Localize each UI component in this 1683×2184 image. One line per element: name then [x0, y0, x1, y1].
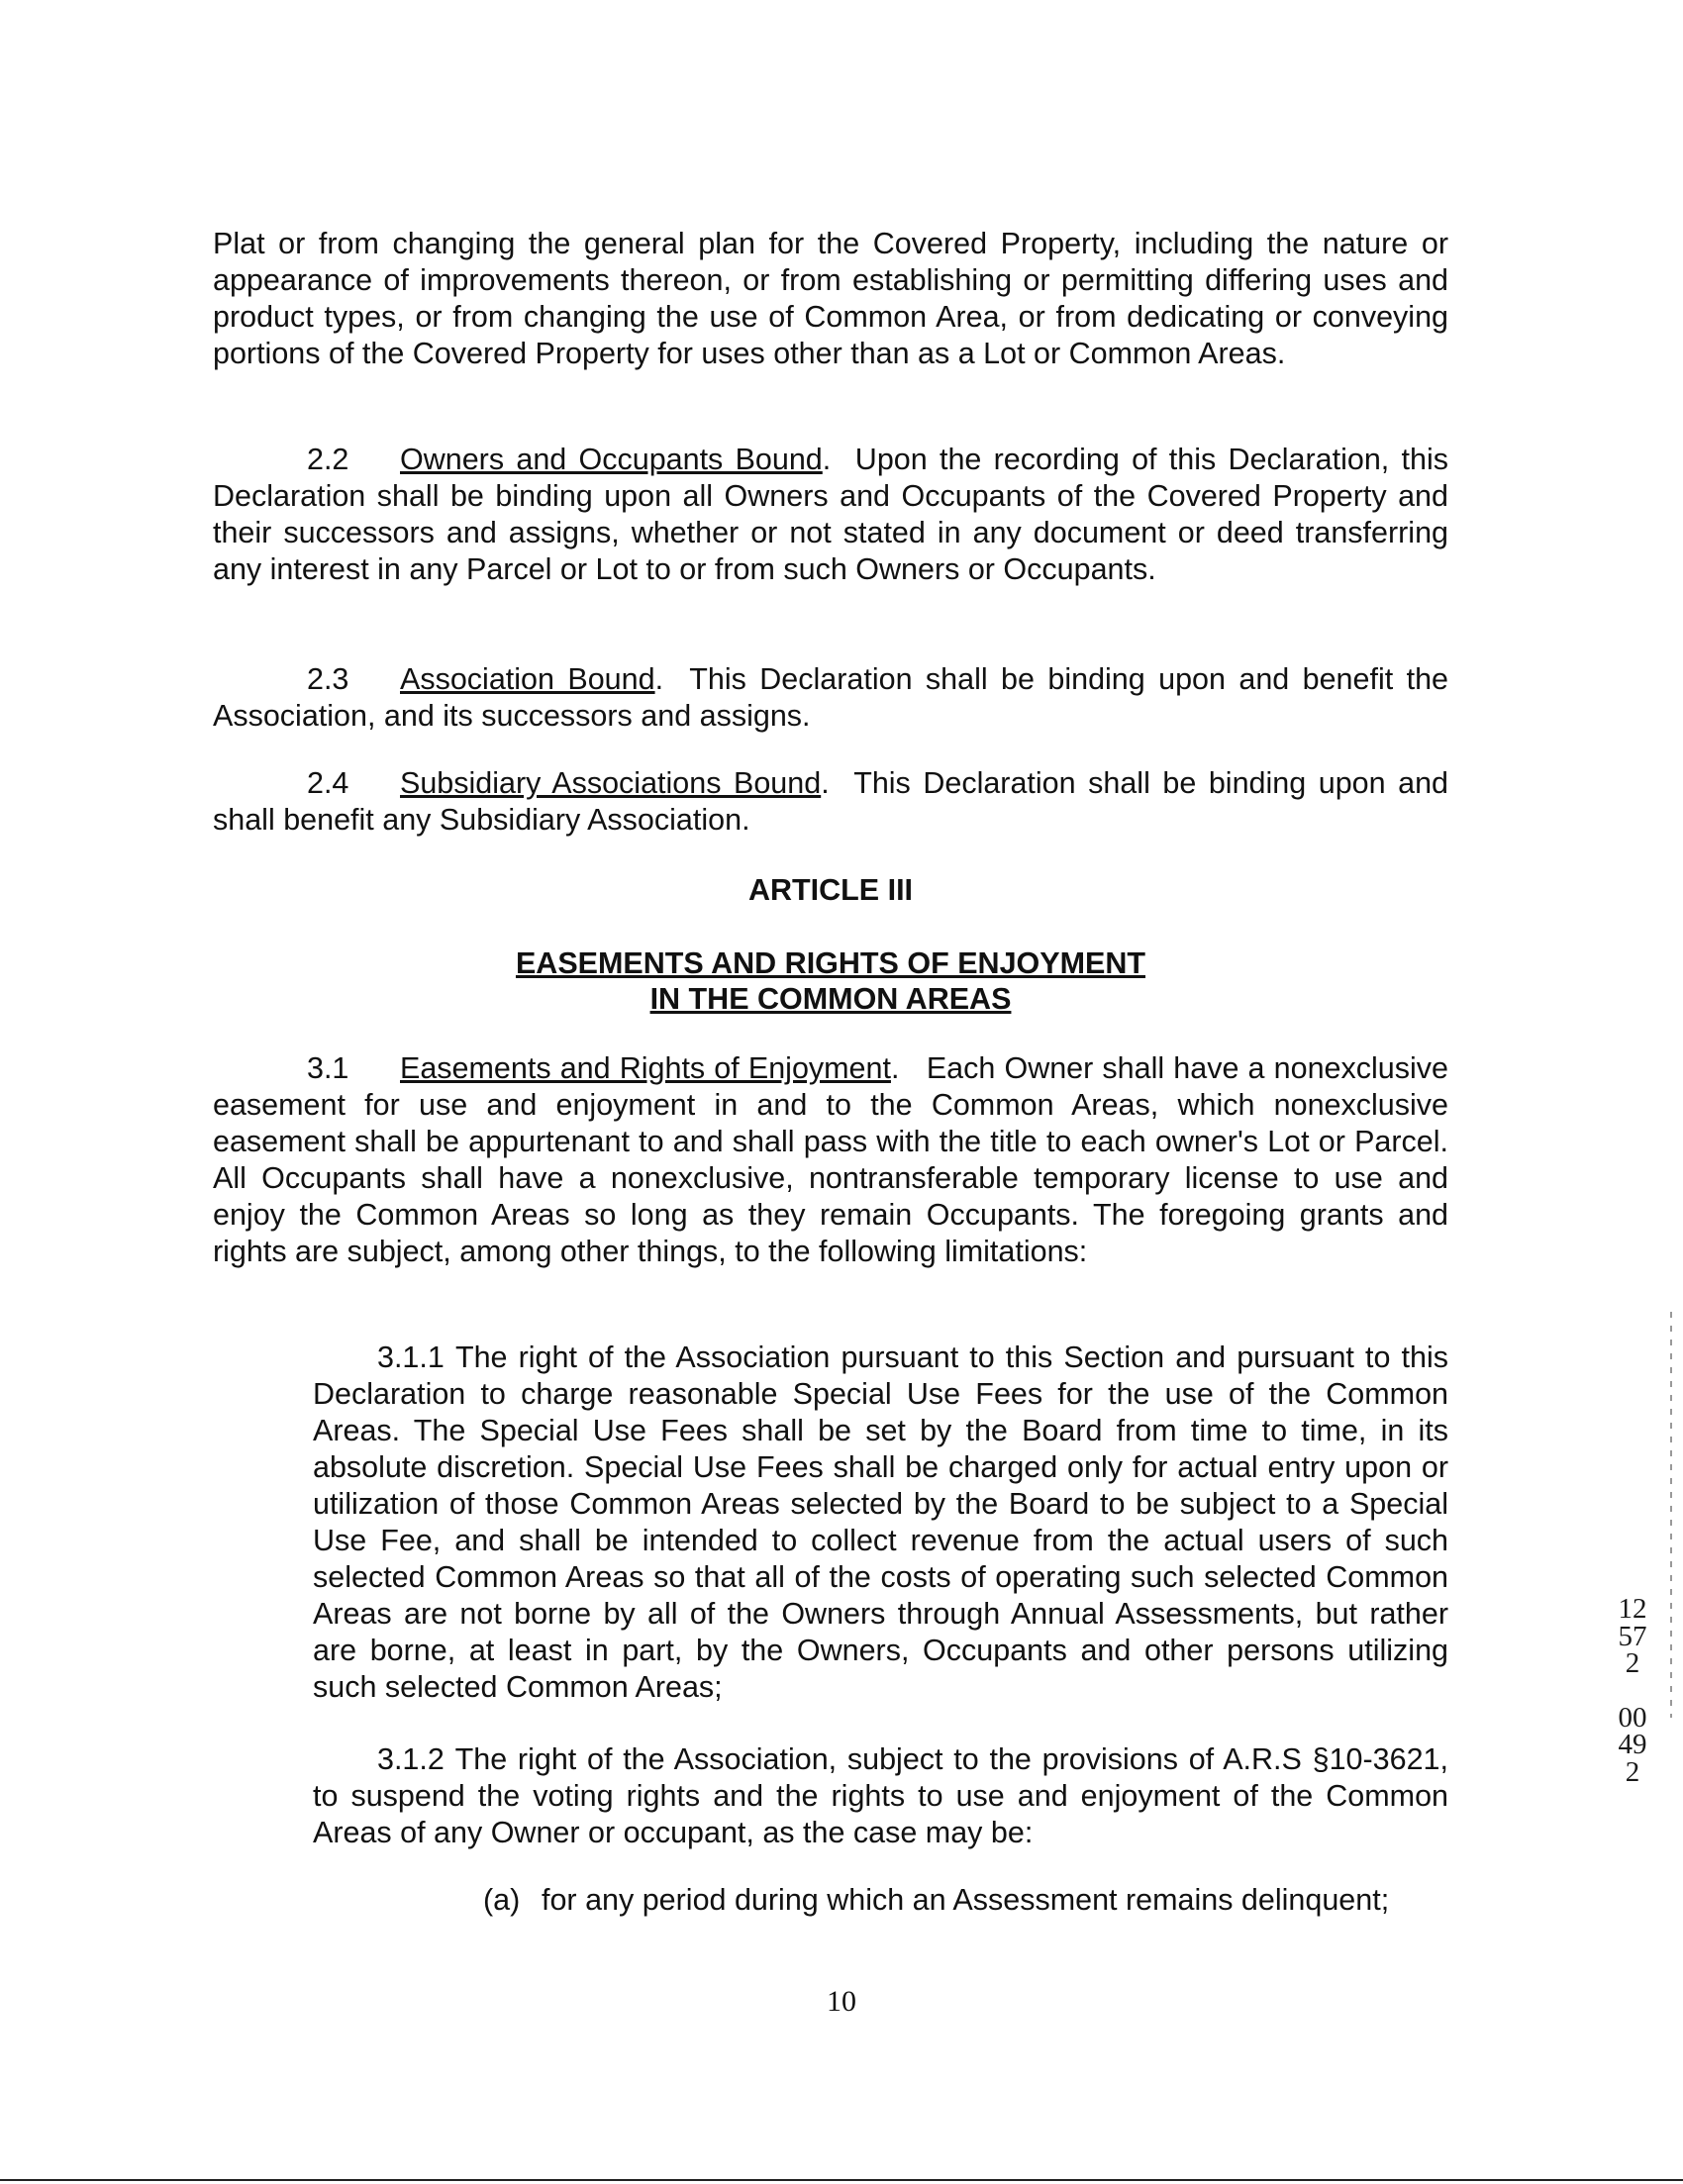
article-subtitle-line-1: EASEMENTS AND RIGHTS OF ENJOYMENT — [515, 946, 1146, 980]
recording-stamp-top: 12572 — [1618, 1593, 1647, 1679]
section-3-1-2 — [313, 1741, 1448, 1851]
scan-artifact-dash — [1670, 1312, 1672, 1718]
article-subtitle — [213, 945, 1448, 1017]
section-2-3: 2.3 Association Bound. This Declaration shall be binding upon and benefit the Association, and its successors and assigns. — [213, 662, 1448, 733]
scan-bottom-rule — [0, 2179, 1683, 2181]
clause-a — [406, 1882, 1448, 1919]
section-2-4: 2.4 Subsidiary Associations Bound. This Declaration shall be binding upon and shall benefit any Subsidiary Association. — [213, 766, 1448, 837]
page-number: 10 — [827, 1985, 856, 2018]
continuation-paragraph — [213, 226, 1448, 372]
section-number: 3.1.1 — [377, 1340, 445, 1374]
article-title: ARTICLE III — [747, 873, 914, 907]
section-body: Each Owner shall have a nonexclusive easement for use and enjoyment in and to the Common Areas, which nonexclusive easement shall be appurtenant to and shall pass with the title to each owner's Lot or Parcel. All Occupants shall have a nonexclusive, nontransferable temporary license to use and enjoy the Common Areas so long as they remain Occupants. The foregoing grants and rights are subject, among other things, to the following limitations: — [213, 1051, 1448, 1268]
section-body: Upon the recording of this Declaration, this Declaration shall be binding upon all Owners and Occupants of the Covered Property and their successors and assigns, whether or not stated in any document or deed transferring any interest in any Parcel or Lot to or from such Owners or Occupants. — [213, 443, 1448, 586]
section-title: Association Bound — [400, 662, 655, 696]
clause-label: (a) — [483, 1883, 521, 1917]
section-number: 2.3 — [307, 662, 349, 696]
section-title: Easements and Rights of Enjoyment — [400, 1051, 891, 1085]
article-subtitle-line-2: IN THE COMMON AREAS — [649, 982, 1012, 1016]
section-body: This Declaration shall be binding upon and shall benefit any Subsidiary Association. — [213, 766, 1448, 837]
recording-stamp-bottom: 00492 — [1618, 1701, 1647, 1788]
section-title: Owners and Occupants Bound — [400, 443, 823, 476]
section-2-2: 2.2 Owners and Occupants Bound. Upon the recording of this Declaration, this Declaration shall be binding upon all Owners and Occupants of the Covered Property and their successors and assigns, whether or not stated in any document or deed transferring any interest in any Parcel or Lot to or from such Owners or Occupants. — [213, 443, 1448, 586]
recording-stamp — [1618, 1593, 1647, 1788]
section-title: Subsidiary Associations Bound — [400, 766, 822, 800]
section-body: The right of the Association pursuant to this Section and pursuant to this Declaration to charge reasonable Special Use Fees for the use of the Common Areas. The Special Use Fees shall be set by the Board from time to time, in its absolute discretion. Special Use Fees shall be charged only for actual entry upon or utilization of those Common Areas selected by the Board to be subject to a Special Use Fee, and shall be intended to collect revenue from the actual users of such selected Common Areas so that all of the costs of operating such selected Common Areas are not borne by all of the Owners through Annual Assessments, but rather are borne, at least in part, by the Owners, Occupants and other persons utilizing such selected Common Areas; — [313, 1340, 1448, 1704]
clause-body: for any period during which an Assessment remains delinquent; — [542, 1883, 1390, 1917]
section-body: The right of the Association, subject to the provisions of A.R.S §10-3621, to suspend the voting rights and the rights to use and enjoyment of the Common Areas of any Owner or occupant, as the case may be: — [313, 1742, 1448, 1849]
section-3-1-1 — [313, 1340, 1448, 1706]
section-body: This Declaration shall be binding upon and benefit the Association, and its successors and assigns. — [213, 662, 1448, 733]
section-3-1: 3.1 Easements and Rights of Enjoyment. Each Owner shall have a nonexclusive easement for use and enjoyment in and to the Common Areas, which nonexclusive easement shall be appurtenant to and shall pass with the title to each owner's Lot or Parcel. All Occupants shall have a nonexclusive, nontransferable temporary license to use and enjoy the Common Areas so long as they remain Occupants. The foregoing grants and rights are subject, among other things, to the following limitations: — [213, 1051, 1448, 1268]
continuation-text: Plat or from changing the general plan for the Covered Property, including the nature or appearance of improvements thereon, or from establishing or permitting differing uses and product types, or from changing the use of Common Area, or from dedicating or conveying portions of the Covered Property for uses other than as a Lot or Common Areas. — [213, 227, 1448, 370]
section-number: 2.2 — [307, 443, 349, 476]
section-number: 2.4 — [307, 766, 349, 800]
section-number: 3.1 — [307, 1051, 349, 1085]
section-number: 3.1.2 — [377, 1742, 445, 1776]
